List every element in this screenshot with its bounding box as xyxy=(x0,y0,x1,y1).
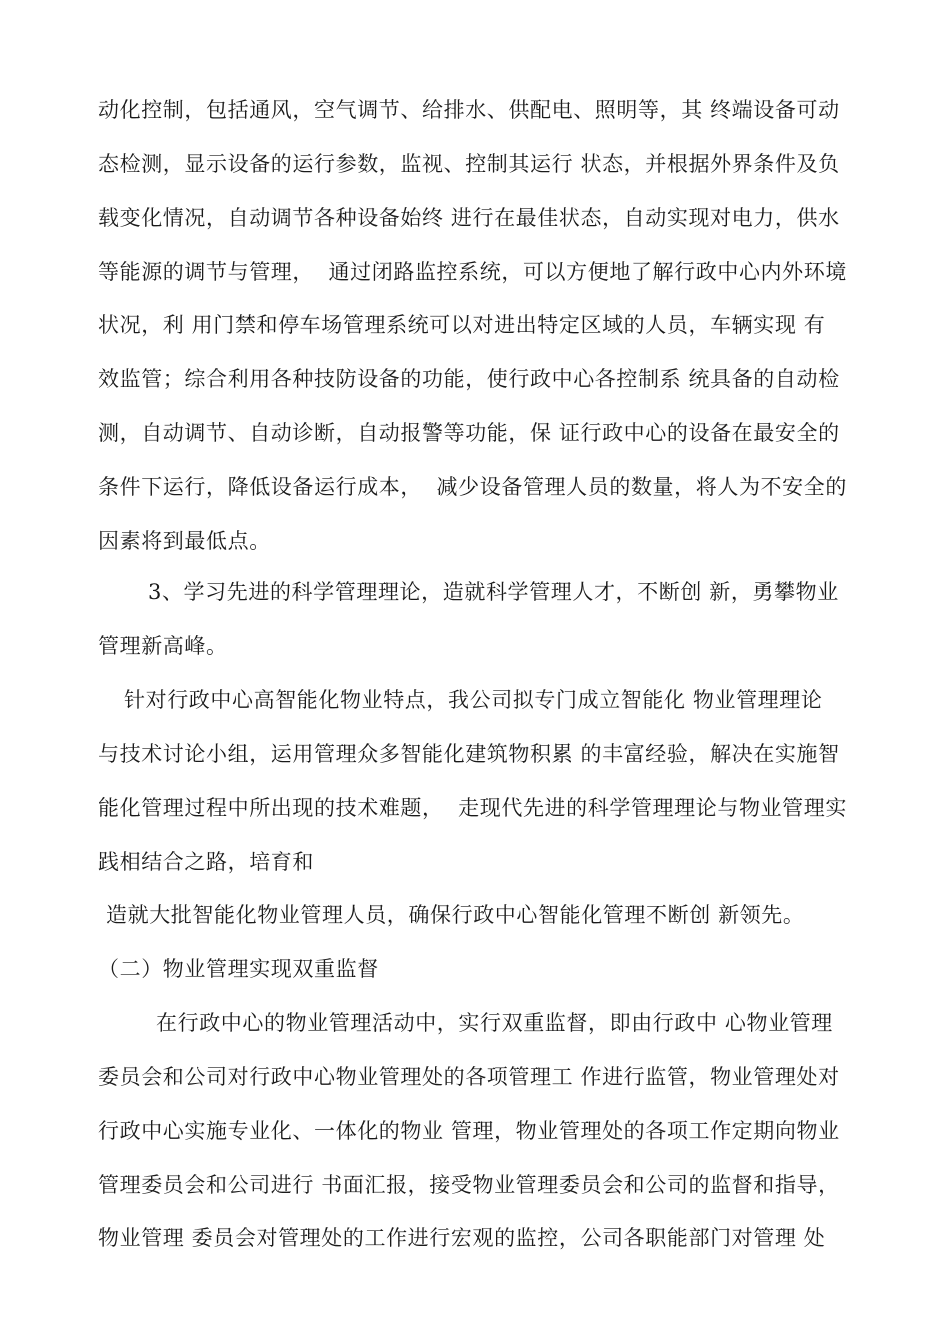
text-line: 等能源的调节与管理， 通过闭路监控系统，可以方便地了解行政中心内外环境 xyxy=(98,260,847,284)
text-line: 与技术讨论小组，运用管理众多智能化建筑物积累 的丰富经验，解决在实施智 xyxy=(98,742,840,766)
text-line: 因素将到最低点。 xyxy=(98,529,271,553)
text-line: 物业管理 委员会对管理处的工作进行宏观的监控，公司各职能部门对管理 处 xyxy=(98,1226,826,1250)
text-line: 动化控制，包括通风，空气调节、给排水、供配电、照明等，其 终端设备可动 xyxy=(98,98,840,122)
text-line: 效监管；综合利用各种技防设备的功能，使行政中心各控制系 统具备的自动检 xyxy=(98,367,840,391)
text-line: 态检测，显示设备的运行参数，监视、控制其运行 状态，并根据外界条件及负 xyxy=(98,152,840,176)
section-heading: （二）物业管理实现双重监督 xyxy=(98,957,379,981)
text-line: 管理委员会和公司进行 书面汇报，接受物业管理委员会和公司的监督和指导， xyxy=(98,1173,840,1197)
text-line: 行政中心实施专业化、一体化的物业 管理，物业管理处的各项工作定期向物业 xyxy=(98,1119,840,1143)
text-line: 条件下运行，降低设备运行成本， 减少设备管理人员的数量，将人为不安全的 xyxy=(98,475,847,499)
text-line: 造就大批智能化物业管理人员，确保行政中心智能化管理不断创 新领先。 xyxy=(106,903,805,927)
text-line: 测，自动调节、自动诊断，自动报警等功能，保 证行政中心的设备在最安全的 xyxy=(98,421,840,445)
text-line: 委员会和公司对行政中心物业管理处的各项管理工 作进行监管，物业管理处对 xyxy=(98,1065,840,1089)
text-line: 能化管理过程中所出现的技术难题， 走现代先进的科学管理理论与物业管理实 xyxy=(98,796,847,820)
text-line: 载变化情况，自动调节各种设备始终 进行在最佳状态，自动实现对电力，供水 xyxy=(98,206,840,230)
text-line: 状况，利 用门禁和停车场管理系统可以对进出特定区域的人员，车辆实现 有 xyxy=(98,313,826,337)
text-line: 管理新高峰。 xyxy=(98,634,228,658)
text-line: 针对行政中心高智能化物业特点，我公司拟专门成立智能化 物业管理理论 xyxy=(124,688,823,712)
text-line: 在行政中心的物业管理活动中，实行双重监督，即由行政中 心物业管理 xyxy=(156,1011,833,1035)
text-line: 践相结合之路，培育和 xyxy=(98,850,314,874)
section-heading: 3、学习先进的科学管理理论，造就科学管理人才，不断创 新，勇攀物业 xyxy=(148,580,839,604)
